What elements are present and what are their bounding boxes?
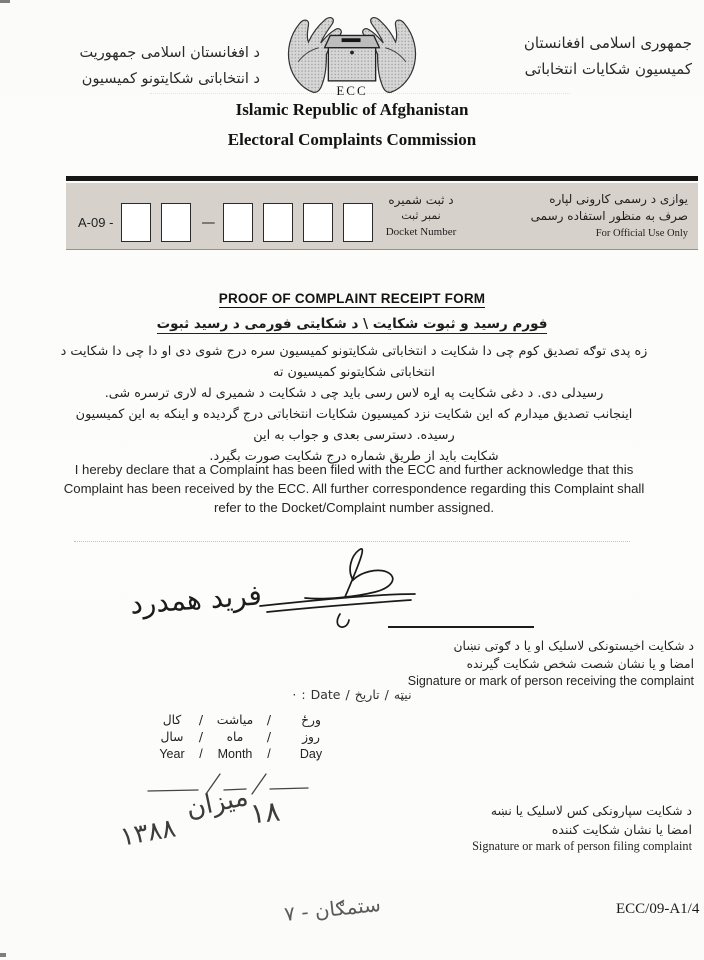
- scan-artifact: [0, 953, 6, 957]
- org-name-pashto: [70, 40, 260, 92]
- filing-label-pashto: د شکایت سپارونکی کس لاسلیک یا نښه: [490, 804, 692, 818]
- filing-label-dari: امضا یا نشان شکایت کننده: [551, 821, 692, 837]
- date-label-english: Date: [310, 687, 341, 702]
- commission-title: Electoral Complaints Commission: [227, 130, 477, 149]
- handwritten-signature-name: فرید همدرد: [129, 578, 263, 621]
- receiving-label-english: Signature or mark of person receiving the complaint: [407, 674, 694, 688]
- handwritten-note: ستمګان - ۷: [283, 892, 382, 926]
- handwritten-date-year: ۱۳۸۸: [117, 813, 179, 853]
- handwritten-date-month: میزان: [183, 781, 251, 825]
- filing-signature-labels: [472, 803, 692, 856]
- day-label-dari: روز: [302, 730, 320, 744]
- docket-number-label: [366, 192, 476, 240]
- docket-label-english: Docket Number: [385, 226, 457, 238]
- official-use-label: [531, 191, 688, 242]
- year-label-english: Year: [159, 747, 185, 761]
- date-label-dari: تاریخ: [354, 687, 380, 702]
- local-declaration-line3: اینجانب تصدیق میدارم که این شکایت نزد کمیسیون شکایات انتخاباتی درج گردیده و اینکه به این کمیسیون رسیده. دسترسی بعدی و جواب به این: [75, 407, 633, 443]
- docket-label-pashto: د ثبت شمیره: [388, 193, 454, 207]
- date-label-pashto: نیټه: [393, 687, 412, 702]
- slash: /: [266, 713, 272, 727]
- slash: /: [267, 747, 271, 761]
- receiving-label-pashto: د شکایت اخیستونکی لاسلیک او یا د ګوتی نښان: [453, 639, 694, 653]
- local-declaration-line2: رسیدلی دی. د دغی شکایت په اړه لاس رسی باید چی د شکایت د شمیری له لاری ترسره شی.: [104, 386, 604, 401]
- month-label-dari: ماه: [226, 730, 244, 744]
- official-use-dari: صرف به منظور استفاده رسمی: [530, 209, 688, 223]
- local-declaration-paragraph: [58, 341, 650, 467]
- form-title-english: PROOF OF COMPLAINT RECEIPT FORM: [218, 291, 486, 306]
- signature-line: [388, 626, 534, 628]
- date-labels-pashto-row: [148, 712, 334, 729]
- month-label-english: Month: [217, 747, 253, 761]
- handwritten-date-day: ۱۸: [248, 794, 282, 831]
- scan-artifact: [0, 0, 10, 3]
- docket-box: [303, 203, 333, 242]
- slash: /: [199, 747, 203, 761]
- header-divider: [150, 93, 570, 94]
- docket-label-dari: نمبر ثبت: [401, 209, 441, 222]
- docket-bar-top-rule: [66, 176, 698, 181]
- date-dot: ·: [292, 687, 297, 702]
- org-name-pashto-line1: د افغانستان اسلامی جمهوریت: [79, 45, 260, 61]
- org-name-dari-line1: جمهوری اسلامی افغانستان: [523, 34, 692, 52]
- filing-label-english: Signature or mark of person filing complaint: [472, 839, 692, 853]
- docket-bar-body: [66, 183, 698, 250]
- org-name-dari: [482, 30, 692, 82]
- date-separator: /: [384, 687, 389, 702]
- country-title: Islamic Republic of Afghanistan: [235, 100, 469, 119]
- docket-separator: —: [201, 214, 216, 231]
- day-label-pashto: ورځ: [301, 713, 321, 727]
- date-labels-english-row: [148, 746, 334, 763]
- date-labels-dari-row: [148, 729, 334, 746]
- date-separator: /: [345, 687, 350, 702]
- year-label-pashto: کال: [162, 713, 182, 727]
- english-declaration-paragraph: I hereby declare that a Complaint has been filed with the ECC and further acknowledge that this Complaint has been received by the ECC. All further correspondence regarding this Complaint shall refer to the Docket/Complaint number assigned.: [63, 462, 645, 515]
- form-code: ECC/09-A1/4: [616, 901, 700, 917]
- local-declaration-line1: زه پدی توګه تصدیق کوم چی دا شکایت د انتخاباتی شکایتونو کمیسیون سره درج شوی دی او دا چی دا شکایت د انتخاباتی شکایتونو کمیسیون ته: [60, 344, 648, 380]
- official-use-english: For Official Use Only: [595, 228, 688, 239]
- ballot-box-icon: [325, 35, 380, 80]
- official-use-pashto: یوازی د رسمی کارونی لپاره: [549, 192, 688, 206]
- slash: /: [198, 713, 204, 727]
- slash: /: [266, 730, 272, 744]
- receiving-signature-labels: [408, 638, 694, 691]
- year-label-dari: سال: [160, 730, 184, 744]
- docket-number-fields: [78, 203, 383, 242]
- day-label-english: Day: [299, 747, 323, 761]
- org-name-pashto-line2: د انتخاباتی شکایتونو کمیسیون: [81, 71, 260, 87]
- docket-number-bar: [66, 176, 698, 250]
- docket-prefix: A-09 -: [78, 215, 114, 230]
- docket-box: [263, 203, 293, 242]
- ecc-logo-caption: ECC: [336, 83, 368, 98]
- date-colon: :: [301, 687, 306, 702]
- form-title-local: فورم رسید و ثبوت شکایت \ د شکایتی فورمی د رسید ثبوت: [156, 316, 548, 332]
- docket-box: [161, 203, 191, 242]
- local-declaration-line4: شکایت باید از طریق شماره درج شکایت صورت بگیرد.: [209, 449, 499, 464]
- docket-box: [223, 203, 253, 242]
- slash: /: [198, 730, 204, 744]
- date-caption: [0, 687, 704, 702]
- docket-box: [121, 203, 151, 242]
- org-name-dari-line2: کمیسیون شکایات انتخاباتی: [524, 60, 692, 78]
- receiving-label-dari: امضا و یا نشان شصت شخص شکایت گیرنده: [466, 656, 694, 671]
- ecc-logo: [281, 5, 423, 99]
- month-label-pashto: میاشت: [216, 713, 254, 727]
- date-field-labels: [148, 712, 334, 763]
